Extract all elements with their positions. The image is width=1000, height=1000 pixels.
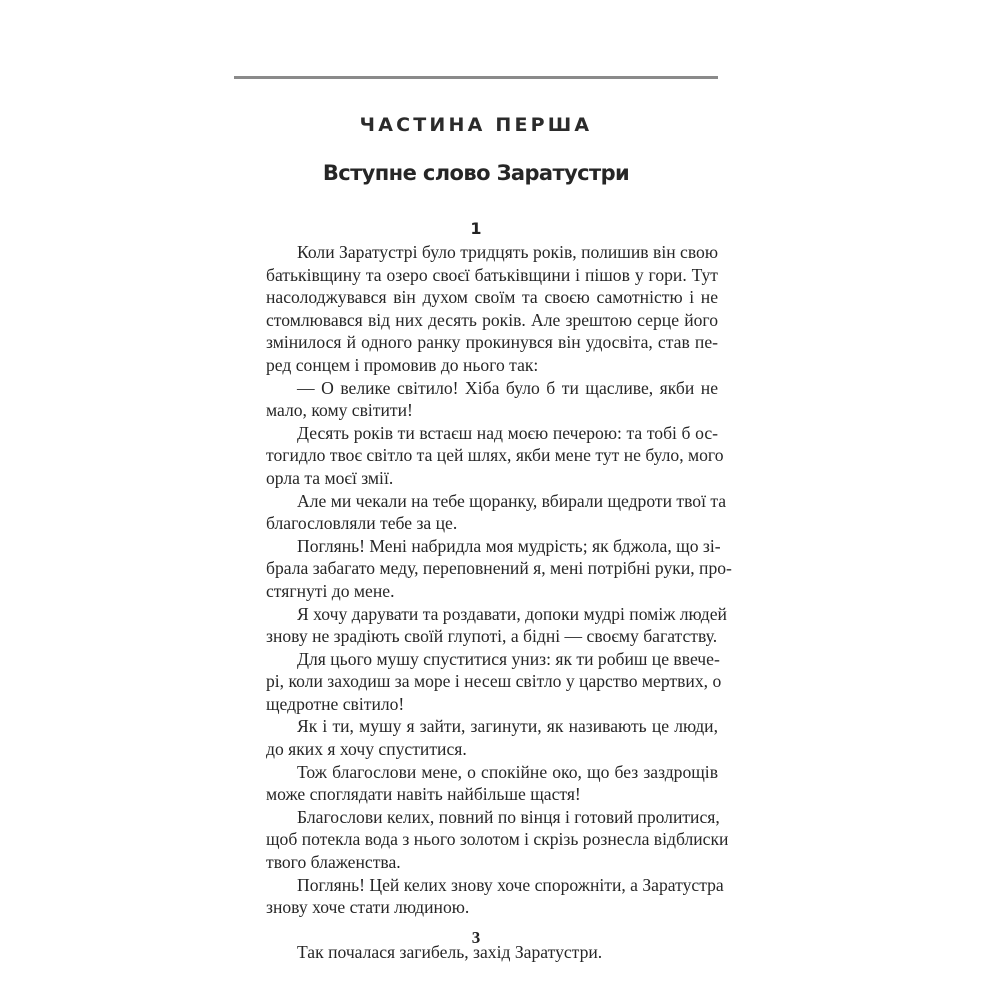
text-line: щоб потекла вода з нього золотом і скрізь рознесла відблиски: [266, 829, 729, 850]
text-line: Поглянь! Цей келих знову хоче спорожніти, а Заратустра: [297, 874, 724, 895]
paragraph: [235, 874, 724, 919]
text-line: Коли Заратустрі було тридцять років, полишив він свою: [297, 242, 718, 262]
text-line: Як і ти, мушу я зайти, загинути, як називають це люди,: [297, 716, 718, 737]
paragraph: [235, 715, 718, 760]
text-line: знову хоче стати людиною.: [266, 897, 470, 918]
text-line: ред сонцем і промовив до нього так:: [266, 354, 539, 375]
text-line: до яких я хочу спуститися.: [266, 739, 467, 760]
section-number: 1: [470, 219, 482, 238]
text-line: стягнуті до мене.: [266, 580, 395, 601]
chapter-title: Вступне слово Заратустри: [322, 161, 630, 185]
paragraph: [235, 241, 718, 377]
text-line: Десять років ти встаєш над моєю печерою: та тобі б ос-: [297, 422, 718, 443]
page-number: 3: [471, 928, 481, 947]
text-line: Поглянь! Мені набридла моя мудрість; як бджола, що зі-: [297, 535, 721, 556]
text-line: рі, коли заходиш за море і несеш світло у царство мертвих, о: [266, 671, 722, 692]
text-line: Але ми чекали на тебе щоранку, вбирали щедроти твої та: [297, 490, 727, 511]
paragraph: [235, 535, 732, 603]
text-line: Так почалася загибель, захід Заратустри.: [297, 942, 603, 963]
body-text: [235, 241, 732, 964]
text-line: Я хочу дарувати та роздавати, допоки мудрі поміж людей: [297, 603, 727, 624]
text-line: твого блаженства.: [266, 852, 401, 873]
text-line: Тож благослови мене, о спокійне око, що без заздрощів: [297, 761, 718, 782]
paragraph: [235, 806, 729, 874]
text-line: орла та моєї змії.: [266, 467, 394, 488]
paragraph: [235, 422, 724, 490]
text-line: знову не зрадіють своїй глупоті, а бідні — своєму багатству.: [266, 626, 718, 647]
paragraph: [235, 761, 718, 806]
text-line: насолоджувався він духом своїм та своєю самотністю і не: [266, 287, 718, 308]
text-line: брала забагато меду, переповнений я, мені потрібні руки, про-: [266, 558, 732, 579]
text-line: змінилося й одного ранку прокинувся він удосвіта, став пе-: [266, 332, 718, 353]
text-line: щедротне світило!: [266, 693, 405, 714]
text-line: стомлювався від них десять років. Але зрештою серце його: [266, 309, 718, 330]
paragraph: [235, 377, 718, 422]
paragraph: [235, 603, 727, 648]
text-line: батьківщину та озеро своєї батьківщини і пішов у гори. Тут: [266, 264, 718, 285]
part-title: ЧАСТИНА ПЕРША: [359, 114, 593, 136]
text-line: мало, кому світити!: [266, 400, 413, 421]
text-line: може споглядати навіть найбільше щастя!: [266, 784, 581, 805]
paragraph: [235, 490, 727, 535]
paragraph: [235, 648, 722, 716]
top-horizontal-rule: [234, 76, 718, 79]
text-line: — О велике світило! Хіба було б ти щасливе, якби не: [297, 377, 718, 398]
text-line: Благослови келих, повний по вінця і готовий пролитися,: [297, 806, 720, 827]
text-line: тогидло твоє світло та цей шлях, якби мене тут не було, мого: [266, 445, 724, 466]
text-line: благословляли тебе за це.: [266, 513, 458, 534]
text-line: Для цього мушу спуститися униз: як ти робиш це ввече-: [297, 648, 720, 669]
